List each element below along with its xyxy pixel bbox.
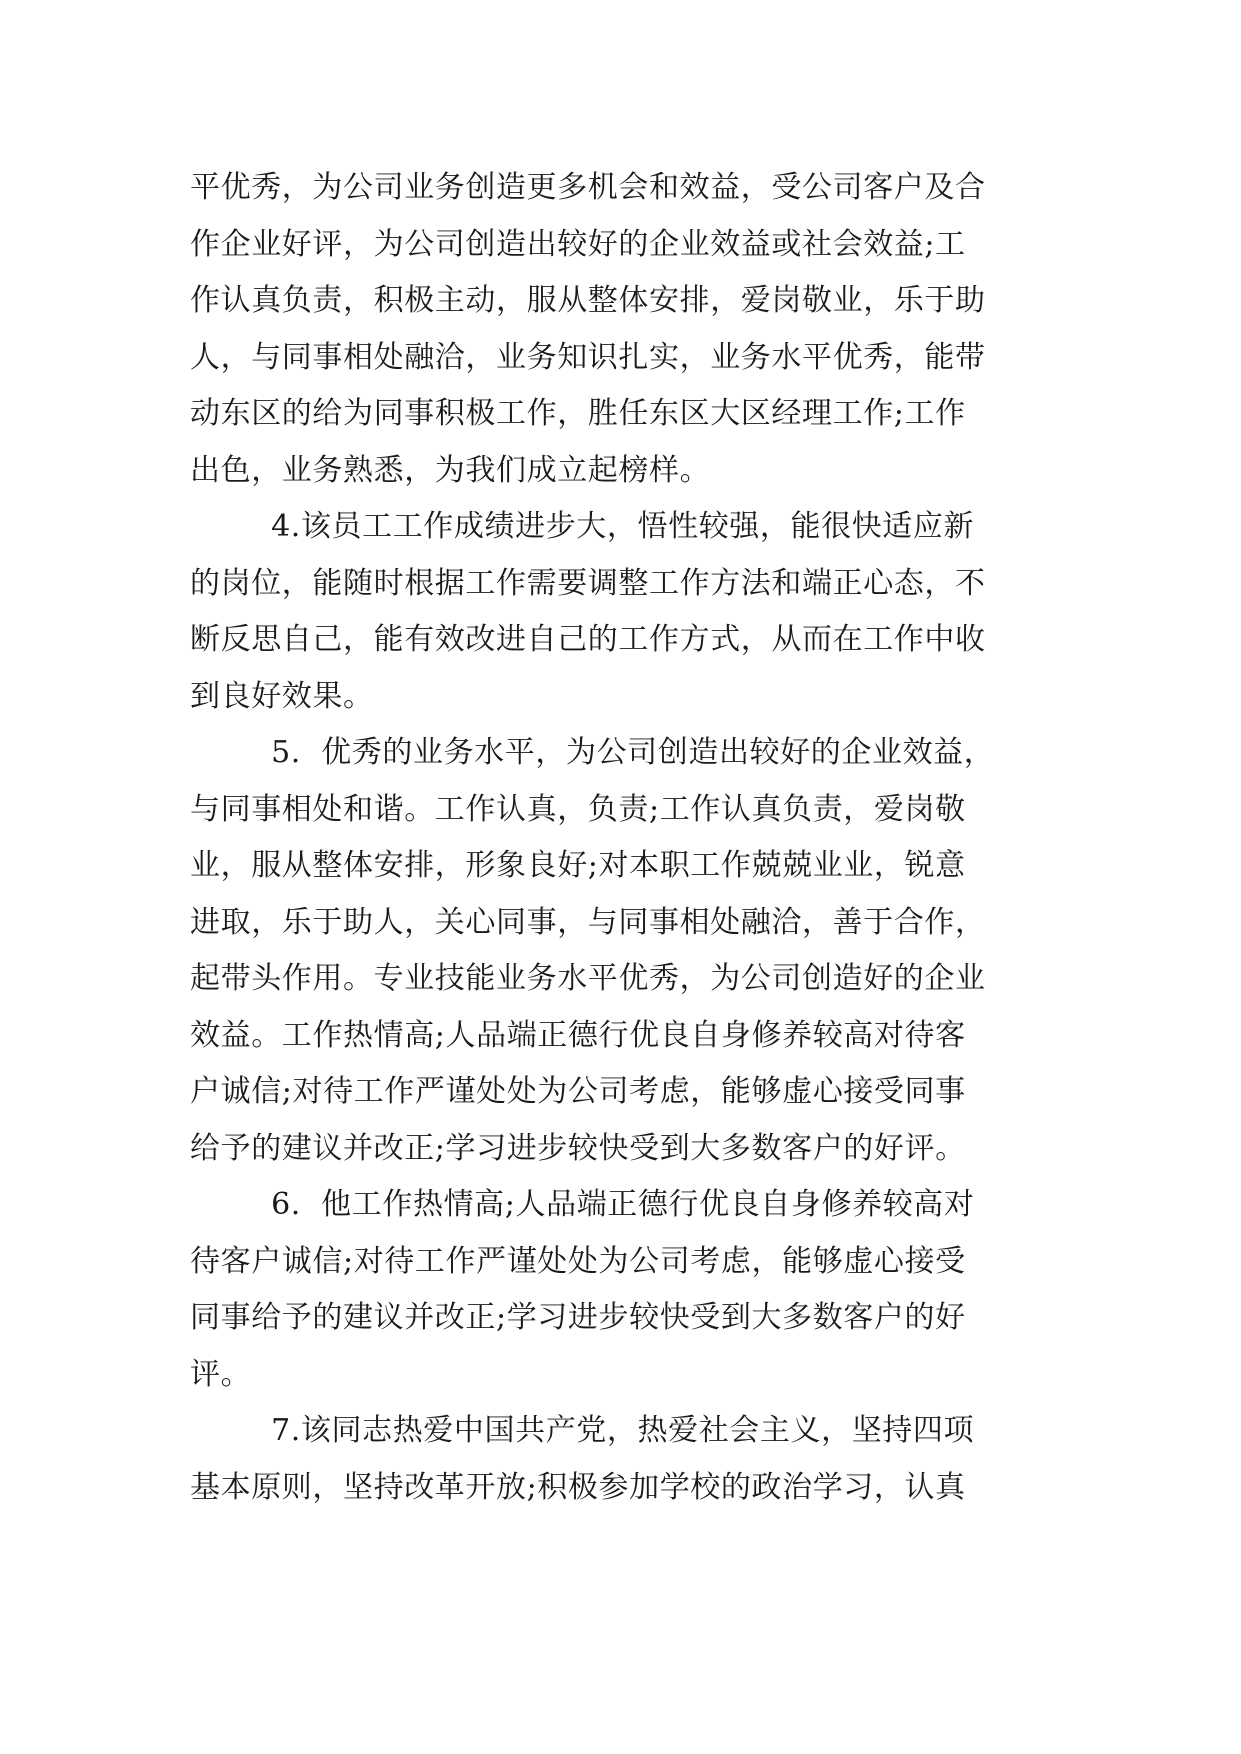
text-line: 效益。工作热情高;人品端正德行优良自身修养较高对待客 (190, 1017, 966, 1053)
text-line: 基本原则，坚持改革开放;积极参加学校的政治学习，认真 (190, 1469, 966, 1505)
text-line: 作企业好评，为公司创造出较好的企业效益或社会效益;工 (190, 226, 966, 262)
text-line: 断反思自己，能有效改进自己的工作方式，从而在工作中收 (190, 622, 986, 657)
text-line: 进取，乐于助人，关心同事，与同事相处融洽，善于合作， (190, 904, 986, 940)
text-line: 给予的建议并改正;学习进步较快受到大多数客户的好评。 (190, 1130, 966, 1166)
text-line: 动东区的给为同事积极工作，胜任东区大区经理工作;工作 (190, 396, 966, 431)
text-line: 起带头作用。专业技能业务水平优秀，为公司创造好的企业 (190, 961, 986, 996)
text-line: 出色，业务熟悉，为我们成立起榜样。 (190, 452, 711, 488)
text-line: 作认真负责，积极主动，服从整体安排，爱岗敬业，乐于助 (190, 283, 986, 318)
text-line: 平优秀，为公司业务创造更多机会和效益，受公司客户及合 (190, 170, 986, 205)
text-line: 待客户诚信;对待工作严谨处处为公司考虑，能够虚心接受 (190, 1243, 966, 1279)
text-line: 到良好效果。 (190, 678, 374, 714)
text-line: 7.该同志热爱中国共产党，热爱社会主义，坚持四项 (190, 1413, 975, 1448)
text-line: 5. 优秀的业务水平，为公司创造出较好的企业效益， (190, 735, 995, 770)
body-text (190, 160, 1056, 1516)
text-line: 评。 (190, 1356, 252, 1392)
text-line: 人，与同事相处融洽，业务知识扎实，业务水平优秀，能带 (190, 339, 986, 375)
text-line: 的岗位，能随时根据工作需要调整工作方法和端正心态，不 (190, 565, 986, 601)
text-line: 与同事相处和谐。工作认真，负责;工作认真负责，爱岗敬 (190, 791, 966, 827)
text-line: 同事给予的建议并改正;学习进步较快受到大多数客户的好 (190, 1300, 966, 1335)
text-line: 6. 他工作热情高;人品端正德行优良自身修养较高对 (190, 1187, 975, 1222)
text-line: 户诚信;对待工作严谨处处为公司考虑，能够虚心接受同事 (190, 1074, 966, 1109)
text-line: 业，服从整体安排，形象良好;对本职工作兢兢业业，锐意 (190, 848, 966, 883)
text-line: 4.该员工工作成绩进步大，悟性较强，能很快适应新 (190, 509, 975, 544)
